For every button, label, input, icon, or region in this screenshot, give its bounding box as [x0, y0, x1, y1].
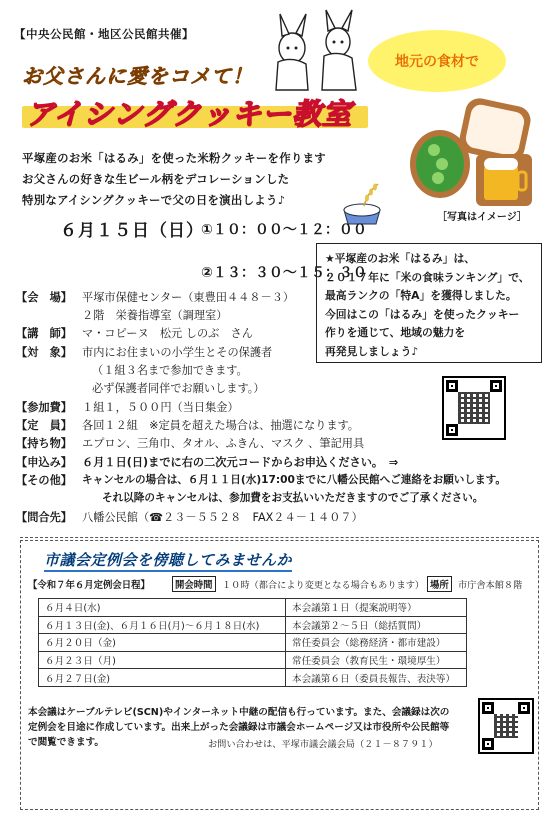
table-row — [39, 616, 467, 634]
schedule-date: ６月２０日（金) — [39, 634, 286, 652]
section-divider — [20, 537, 539, 538]
table-row — [39, 634, 467, 652]
time-tag: 開会時間 — [172, 576, 216, 592]
contact-label: 【問合先】 — [16, 511, 72, 524]
intro-line-1: 平塚産のお米「はるみ」を使った米粉クッキーを作ります — [22, 151, 326, 165]
time-text: １０時（都合により変更となる場合もあります） — [222, 580, 425, 591]
event-date: ６月１５日（日） — [60, 221, 204, 241]
qr-pattern — [458, 392, 490, 424]
info-line: 作りを通じて、地域の魅力を — [325, 326, 466, 339]
items-text: エプロン、三角巾、タオル、ふきん、マスク 、筆記用具 — [82, 437, 365, 450]
schedule-event: 本会議第１日（提案説明等） — [286, 599, 467, 617]
organizer-text: 【中央公民館・地区公民館共催】 — [14, 27, 194, 41]
council-title: 市議会定例会を傍聴してみませんか — [44, 549, 292, 572]
schedule-date: ６月１３日(金)、６月１６日(月)～６月１８日(水) — [39, 616, 286, 634]
other-label: 【その他】 — [16, 474, 72, 487]
council-note-3: で閲覧できます。 — [28, 737, 104, 748]
venue-room: ２階 栄養指導室（調理室） — [82, 309, 228, 322]
place-tag: 場所 — [427, 576, 452, 592]
schedule-event: 常任委員会（教育民生・環境厚生） — [286, 651, 467, 669]
info-line: ★平塚産のお米「はるみ」は、 — [325, 252, 476, 265]
qr-finder — [482, 702, 494, 714]
cat-illustration — [262, 6, 366, 94]
schedule-date: ６月２３日（月) — [39, 651, 286, 669]
target-note-2: 必ず保護者同伴でお願いします。） — [92, 382, 265, 395]
table-row — [39, 599, 467, 617]
items-label: 【持ち物】 — [16, 437, 72, 450]
badge-text: 地元の食材で — [395, 54, 479, 70]
schedule-date: ６月２７日(金) — [39, 669, 286, 687]
capacity-label: 【定 員】 — [16, 419, 72, 432]
cancel-text: キャンセルの場合は、６月１１日(水)17:00までに八幡公民館へご連絡をお願いします。 — [82, 474, 506, 486]
venue-text: 平塚市保健センター（東豊田４４８－３） — [82, 291, 295, 304]
target-text: 市内にお住まいの小学生とその保護者 — [82, 346, 273, 359]
local-ingredients-badge — [368, 30, 506, 92]
qr-pattern — [494, 714, 518, 738]
council-qr-code[interactable] — [478, 698, 534, 754]
intro-line-3: 特別なアイシングクッキーで父の日を演出しよう♪ — [22, 193, 286, 207]
venue-label: 【会 場】 — [16, 291, 72, 304]
info-line: ２０１７年に「米の食味ランキング」で、 — [325, 270, 530, 284]
council-contact: お問い合わせは、平塚市議会議会局（２１－８７９１） — [208, 739, 438, 750]
capacity-text: 各回１２組 ※定員を超えた場合は、抽選になります。 — [82, 419, 359, 432]
council-note-2: 定例会を目途に作成しています。出来上がった会議録は市議会ホームページ又は市役所や公民館等 — [28, 722, 450, 733]
rice-info-box — [316, 243, 542, 363]
schedule-date: ６月４日(水) — [39, 599, 286, 617]
photo-note: ［写真はイメージ］ — [437, 212, 527, 223]
event-title: アイシングクッキー教室 — [26, 97, 353, 131]
lecturer-text: マ・コピーヌ 松元 しのぶ さん — [82, 327, 253, 340]
qr-finder — [446, 380, 458, 392]
apply-qr-code[interactable] — [442, 376, 506, 440]
qr-finder — [446, 424, 458, 436]
cancel-fee-text: それ以降のキャンセルは、参加費をお支払いいただきますのでご了承ください。 — [102, 492, 484, 504]
place-text: 市庁舎本館８階 — [458, 580, 523, 591]
target-note: （１組３名まで参加できます。 — [92, 364, 248, 377]
fee-text: １組１，５００円（当日集金） — [82, 401, 239, 414]
info-line: 再発見しましょう♪ — [325, 344, 419, 358]
schedule-event: 本会議第６日（委員長報告、表決等） — [286, 669, 467, 687]
qr-finder — [490, 380, 502, 392]
apply-text: ６月１日(日)までに右の二次元コードからお申込ください。 ⇒ — [82, 456, 399, 469]
table-row — [39, 669, 467, 687]
contact-text: 八幡公民館（☎２３－５５２８ FAX２４－１４０７） — [82, 511, 363, 524]
target-label: 【対 象】 — [16, 346, 72, 359]
lecturer-label: 【講 師】 — [16, 327, 72, 340]
event-subtitle: お父さんに愛をコメて！ — [22, 64, 253, 88]
qr-finder — [482, 738, 494, 750]
info-line: 最高ランクの「特A」を獲得しました。 — [325, 289, 517, 302]
qr-finder — [518, 702, 530, 714]
table-row — [39, 651, 467, 669]
session-label: 【令和７年６月定例会日程】 — [28, 580, 150, 591]
schedule-event: 本会議第２～５日（総括質問） — [286, 616, 467, 634]
fee-label: 【参加費】 — [16, 401, 72, 414]
schedule-event: 常任委員会（総務経済・都市建設） — [286, 634, 467, 652]
intro-line-2: お父さんの好きな生ビール柄をデコレーションした — [22, 172, 290, 186]
info-line: 今回はこの「はるみ」を使ったクッキー — [325, 307, 520, 321]
cookies-photo — [398, 96, 548, 208]
event-time-1: ①１０：００～１２：００ — [201, 222, 367, 238]
apply-label: 【申込み】 — [16, 456, 72, 469]
council-note-1: 本会議はケーブルテレビ(SCN)やインターネット中継の配信も行っています。また、会議録は次の — [28, 707, 450, 718]
schedule-table — [38, 598, 467, 687]
event-time-2: ②１３：３０～１５：３０ — [201, 265, 367, 281]
